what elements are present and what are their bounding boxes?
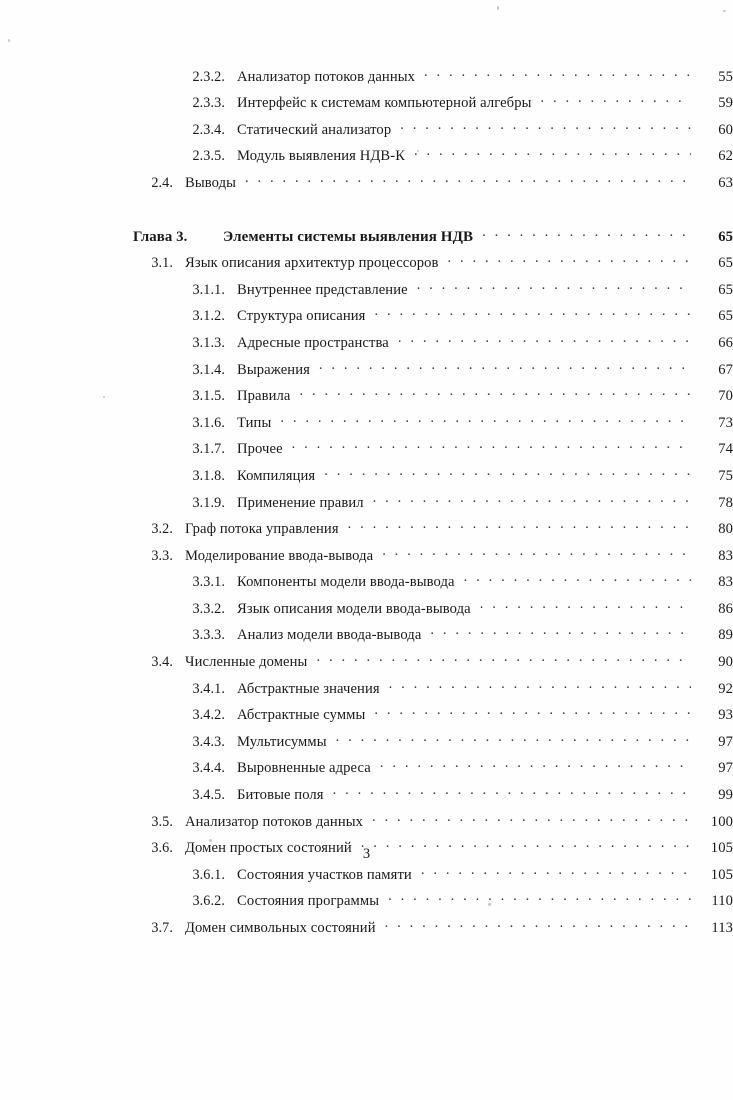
toc-entry-title: Состояния участков памяти xyxy=(237,866,412,883)
toc-entry-number: 3.4.1. xyxy=(192,680,225,697)
toc-entry-number: 3.3.3. xyxy=(192,627,225,644)
toc-entry-page-number: 73 xyxy=(718,414,733,431)
toc-entry-row[interactable] xyxy=(0,146,733,173)
toc-entry-row[interactable] xyxy=(0,811,733,838)
toc-entry-page-number: 65 xyxy=(718,308,733,325)
toc-entry-number: 3.2. xyxy=(151,521,173,538)
toc-entry-page-number: 105 xyxy=(710,866,733,883)
toc-entry-number: 3.1.5. xyxy=(192,388,225,405)
toc-entry-number: 3.1.8. xyxy=(192,467,225,484)
toc-entry-number: 2.4. xyxy=(151,174,173,191)
toc-entry-number: 3.6.1. xyxy=(192,866,225,883)
toc-entry-page-number: 99 xyxy=(718,787,733,804)
toc-entry-row[interactable] xyxy=(0,119,733,146)
toc-entry-page-number: 113 xyxy=(711,920,733,936)
toc-leader-dots xyxy=(482,226,691,241)
toc-entry-number: 3.1. xyxy=(151,255,173,272)
toc-entry-row[interactable] xyxy=(0,412,733,439)
toc-entry-title: Адресные пространства xyxy=(237,334,389,351)
toc-entry-title: Битовые поля xyxy=(237,787,324,804)
toc-chapter-row[interactable] xyxy=(0,226,733,253)
toc-leader-dots xyxy=(385,917,691,932)
toc-entry-number: 2.3.5. xyxy=(192,148,225,165)
toc-entry-page-number: 67 xyxy=(718,361,733,378)
toc-entry-page-number: 74 xyxy=(718,441,733,458)
toc-entry-page-number: 65 xyxy=(718,255,733,272)
toc-entry-number: 3.6. xyxy=(151,840,173,857)
toc-leader-dots xyxy=(382,545,691,560)
toc-entry-page-number: 110 xyxy=(711,893,733,910)
toc-entry-page-number: 60 xyxy=(718,121,733,138)
toc-entry-row[interactable] xyxy=(0,172,733,199)
toc-entry-title: Мультисуммы xyxy=(237,733,327,750)
toc-entry-row[interactable] xyxy=(0,917,733,944)
toc-entry-row[interactable] xyxy=(0,279,733,306)
toc-entry-title: Анализатор потоков данных xyxy=(185,813,364,830)
toc-entry-title: Анализ модели ввода-вывода xyxy=(237,627,422,644)
toc-entry-page-number: 92 xyxy=(718,680,733,697)
toc-entry-row[interactable] xyxy=(0,864,733,891)
toc-entry-page-number: 63 xyxy=(718,174,733,191)
toc-entry-page-number: 65 xyxy=(718,281,733,298)
toc-leader-dots xyxy=(421,864,691,879)
toc-entry-page-number: 65 xyxy=(718,228,733,245)
toc-entry-title: Абстрактные значения xyxy=(237,680,380,697)
toc-leader-dots xyxy=(372,811,691,826)
toc-leader-dots xyxy=(324,465,691,480)
toc-entry-title: Правила xyxy=(237,388,291,405)
toc-entry-page-number: 97 xyxy=(718,760,733,777)
toc-leader-dots xyxy=(292,439,691,454)
toc-leader-dots xyxy=(333,784,691,799)
toc-entry-title: Язык описания модели ввода-вывода xyxy=(237,600,471,617)
toc-entry-row[interactable] xyxy=(0,253,733,280)
scan-speck xyxy=(497,6,499,10)
toc-entry-row[interactable] xyxy=(0,439,733,466)
toc-entry-row[interactable] xyxy=(0,332,733,359)
table-of-contents xyxy=(0,66,733,944)
toc-entry-number: 3.1.4. xyxy=(192,361,225,378)
page-folio: 3 xyxy=(362,846,371,862)
toc-entry-title: Граф потока управления xyxy=(185,521,339,538)
toc-leader-dots xyxy=(398,332,691,347)
toc-entry-title: Состояния программы xyxy=(237,893,380,910)
toc-entry-number: 2.3.4. xyxy=(192,121,225,138)
toc-leader-dots xyxy=(374,705,691,720)
toc-leader-dots xyxy=(430,625,691,640)
toc-entry-row[interactable] xyxy=(0,66,733,93)
toc-entry-title: Компоненты модели ввода-вывода xyxy=(237,574,455,591)
toc-entry-number: 2.3.3. xyxy=(192,95,225,112)
toc-entry-number: 3.1.3. xyxy=(192,334,225,351)
toc-leader-dots xyxy=(448,253,691,268)
toc-entry-title: Абстрактные суммы xyxy=(237,707,366,724)
toc-entry-page-number: 90 xyxy=(718,654,733,671)
toc-entry-page-number: 100 xyxy=(710,813,733,830)
toc-entry-row[interactable] xyxy=(0,598,733,625)
toc-entry-page-number: 86 xyxy=(718,600,733,617)
toc-leader-dots xyxy=(336,731,691,746)
toc-entry-title: Моделирование ввода-вывода xyxy=(185,547,374,564)
toc-entry-row[interactable] xyxy=(0,519,733,546)
toc-entry-row[interactable] xyxy=(0,93,733,120)
toc-entry-number: 3.4. xyxy=(151,654,173,671)
toc-leader-dots xyxy=(373,492,691,507)
toc-entry-number: 3.1.9. xyxy=(192,494,225,511)
toc-leader-dots xyxy=(299,386,691,401)
toc-leader-dots xyxy=(380,758,691,773)
toc-entry-title: Выровненные адреса xyxy=(237,760,371,777)
toc-entry-page-number: 70 xyxy=(718,388,733,405)
toc-leader-dots xyxy=(319,359,691,374)
toc-leader-dots xyxy=(280,412,691,427)
toc-entry-title: Структура описания xyxy=(237,308,366,325)
toc-entry-row[interactable] xyxy=(0,545,733,572)
toc-leader-dots xyxy=(541,93,691,108)
toc-entry-number: 3.1.6. xyxy=(192,414,225,431)
toc-entry-page-number: 62 xyxy=(718,148,733,165)
toc-entry-title: Анализатор потоков данных xyxy=(237,68,416,85)
scan-speck xyxy=(8,39,10,42)
toc-leader-dots xyxy=(400,119,691,134)
toc-entry-number: 3.1.7. xyxy=(192,441,225,458)
toc-entry-number: 3.3. xyxy=(151,547,173,564)
toc-entry-title: Выводы xyxy=(185,174,237,191)
toc-entry-row[interactable] xyxy=(0,651,733,678)
toc-entry-page-number: 59 xyxy=(718,95,733,112)
toc-entry-title: Выражения xyxy=(237,361,310,378)
toc-entry-page-number: 93 xyxy=(718,707,733,724)
toc-entry-row[interactable] xyxy=(0,784,733,811)
toc-entry-number: 3.4.2. xyxy=(192,707,225,724)
toc-entry-title: Применение правил xyxy=(237,494,364,511)
toc-leader-dots xyxy=(374,306,691,321)
toc-leader-dots xyxy=(388,891,691,906)
toc-entry-page-number: 80 xyxy=(718,521,733,538)
toc-entry-number: 2.3.2. xyxy=(192,68,225,85)
toc-entry-number: 3.3.1. xyxy=(192,574,225,591)
toc-entry-row[interactable] xyxy=(0,891,733,918)
toc-entry-number: 3.1.2. xyxy=(192,308,225,325)
toc-entry-number: 3.4.4. xyxy=(192,760,225,777)
toc-entry-row[interactable] xyxy=(0,705,733,732)
toc-entry-title: Внутреннее представление xyxy=(237,281,408,298)
toc-leader-dots xyxy=(414,146,691,161)
toc-entry-number: 3.5. xyxy=(151,813,173,830)
toc-entry-number: 3.3.2. xyxy=(192,600,225,617)
toc-entry-title: Типы xyxy=(237,414,272,431)
toc-entry-row[interactable] xyxy=(0,731,733,758)
toc-leader-dots xyxy=(464,572,691,587)
toc-leader-dots xyxy=(424,66,691,81)
toc-entry-page-number: 83 xyxy=(718,574,733,591)
toc-leader-dots xyxy=(417,279,691,294)
toc-leader-dots xyxy=(348,519,691,534)
toc-entry-number: 3.4.5. xyxy=(192,787,225,804)
toc-entry-number: 3.1.1. xyxy=(192,281,225,298)
scan-speck xyxy=(723,10,726,12)
toc-entry-number: 3.6.2. xyxy=(192,893,225,910)
toc-entry-title: Модуль выявления НДВ-К xyxy=(237,148,406,165)
toc-entry-title: Компиляция xyxy=(237,467,316,484)
toc-entry-title: Домен символьных состояний xyxy=(185,920,376,936)
toc-entry-title: Домен простых состояний xyxy=(185,840,352,857)
toc-entry-row[interactable] xyxy=(0,758,733,785)
toc-leader-dots xyxy=(316,651,691,666)
toc-entry-page-number: 105 xyxy=(710,840,733,857)
toc-entry-title: Статический анализатор xyxy=(237,121,392,138)
toc-entry-row[interactable] xyxy=(0,386,733,413)
toc-leader-dots xyxy=(245,172,691,187)
toc-entry-row[interactable] xyxy=(0,306,733,333)
toc-leader-dots xyxy=(480,598,691,613)
toc-entry-title: Элементы системы выявления НДВ xyxy=(223,228,474,245)
toc-entry-row[interactable] xyxy=(0,492,733,519)
toc-entry-row[interactable] xyxy=(0,572,733,599)
toc-entry-page-number: 55 xyxy=(718,68,733,85)
toc-entry-title: Прочее xyxy=(237,441,283,458)
toc-entry-row[interactable] xyxy=(0,678,733,705)
toc-entry-title: Численные домены xyxy=(185,654,308,671)
toc-entry-title: Интерфейс к системам компьютерной алгебры xyxy=(237,95,532,112)
toc-entry-page-number: 83 xyxy=(718,547,733,564)
toc-entry-title: Язык описания архитектур процессоров xyxy=(185,255,439,272)
toc-entry-number: Глава 3. xyxy=(133,228,188,245)
toc-entry-number: 3.4.3. xyxy=(192,733,225,750)
toc-entry-row[interactable] xyxy=(0,359,733,386)
toc-entry-number: 3.7. xyxy=(151,920,173,936)
toc-leader-dots xyxy=(389,678,691,693)
toc-entry-page-number: 78 xyxy=(718,494,733,511)
toc-entry-page-number: 75 xyxy=(718,467,733,484)
toc-entry-row[interactable] xyxy=(0,465,733,492)
toc-entry-page-number: 66 xyxy=(718,334,733,351)
toc-entry-row[interactable] xyxy=(0,625,733,652)
toc-entry-page-number: 89 xyxy=(718,627,733,644)
toc-entry-page-number: 97 xyxy=(718,733,733,750)
